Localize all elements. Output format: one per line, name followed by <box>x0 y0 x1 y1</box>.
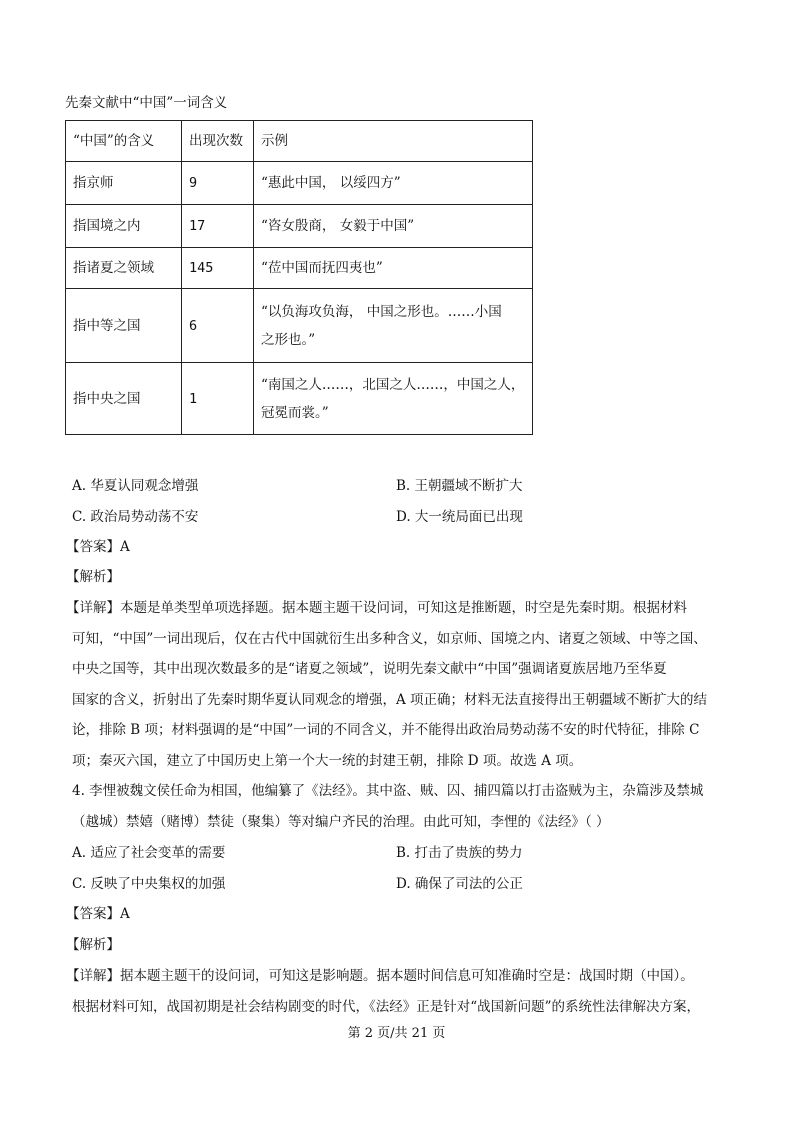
table-header: 出现次数 <box>182 121 254 162</box>
analysis-label: 【解析】 <box>66 569 120 585</box>
table-cell-example: “咨女殷商， 女毅于中国” <box>254 205 533 248</box>
answer-label: 【答案】A <box>66 539 130 555</box>
detail-line: 项；秦灭六国，建立了中国历史上第一个大一统的封建王朝，排除 D 项。故选 A 项。 <box>72 753 583 769</box>
table-caption: 先秦文献中“中国”一词含义 <box>65 95 228 111</box>
table-row <box>66 363 533 435</box>
option-c: C. 反映了中央集权的加强 <box>72 876 226 892</box>
table-cell-meaning: 指中等之国 <box>66 289 182 363</box>
table-cell-meaning: 指诸夏之领域 <box>66 248 182 289</box>
page-footer: 第 2 页/共 21 页 <box>347 1026 446 1041</box>
detail-line: 【详解】据本题主题干的设问词，可知这是影响题。据本题时间信息可知准确时空是：战国时期（中国）。 <box>66 968 694 984</box>
table-cell-meaning: 指中央之国 <box>66 363 182 435</box>
option-a: A. 适应了社会变革的需要 <box>72 845 226 861</box>
table-cell-count: 6 <box>182 289 254 363</box>
detail-line: 中央之国等，其中出现次数最多的是“诸夏之领域”，说明先秦文献中“中国”强调诸夏族居地乃至华夏 <box>72 661 667 677</box>
table-cell-example: “莅中国而抚四夷也” <box>254 248 533 289</box>
detail-line: 论，排除 B 项；材料强调的是“中国”一词的不同含义，并不能得出政治局势动荡不安的时代特征，排除 C <box>72 722 700 738</box>
table-cell-example: “惠此中国， 以绥四方” <box>254 162 533 205</box>
detail-line: 可知，“中国”一词出现后，仅在古代中国就衍生出多种含义，如京师、国境之内、诸夏之领域、中等之国、 <box>72 631 707 647</box>
option-a: A. 华夏认同观念增强 <box>72 478 199 494</box>
table-row <box>66 205 533 248</box>
analysis-label: 【解析】 <box>66 937 120 953</box>
table-row <box>66 162 533 205</box>
table-cell-meaning: 指京师 <box>66 162 182 205</box>
table-header-row <box>66 121 533 162</box>
table-cell-count: 9 <box>182 162 254 205</box>
detail-line: 根据材料可知，战国初期是社会结构剧变的时代，《法经》正是针对“战国新问题”的系统性法律解决方案， <box>72 999 701 1015</box>
table-cell-example <box>254 289 533 363</box>
question-stem: 4. 李悝被魏文侯任命为相国，他编纂了《法经》。其中盗、贼、囚、捕四篇以打击盗贼为主，杂篇涉及禁城 <box>72 783 704 799</box>
table-header: 示例 <box>254 121 533 162</box>
table-cell-count: 17 <box>182 205 254 248</box>
table-cell-count: 1 <box>182 363 254 435</box>
table-row <box>66 248 533 289</box>
example-line: “南国之人……，北国之人……，中国之人， <box>261 376 525 393</box>
table-cell-example <box>254 363 533 435</box>
answer-label: 【答案】A <box>66 906 130 922</box>
question-stem: （越城）禁嬉（赌博）禁徒（聚集）等对编户齐民的治理。由此可知，李悝的《法经》（ ） <box>72 814 610 830</box>
table-cell-meaning: 指国境之内 <box>66 205 182 248</box>
table-row <box>66 289 533 363</box>
option-c: C. 政治局势动荡不安 <box>72 509 199 525</box>
table-cell-count: 145 <box>182 248 254 289</box>
meaning-table <box>65 120 533 435</box>
option-d: D. 确保了司法的公正 <box>396 876 523 892</box>
example-line: 冠冕而裳。” <box>261 404 329 421</box>
detail-line: 【详解】本题是单类型单项选择题。据本题主题干设问词，可知这是推断题，时空是先秦时期。根据材料 <box>66 600 687 616</box>
detail-line: 国家的含义，折射出了先秦时期华夏认同观念的增强，A 项正确；材料无法直接得出王朝疆域不断扩大的结 <box>72 692 708 708</box>
option-b: B. 打击了贵族的势力 <box>396 845 523 861</box>
example-line: “以负海攻负海， 中国之形也。……小国 <box>261 303 502 320</box>
option-d: D. 大一统局面已出现 <box>396 509 523 525</box>
example-line: 之形也。” <box>261 331 316 348</box>
table-header: “中国”的含义 <box>66 121 182 162</box>
option-b: B. 王朝疆域不断扩大 <box>396 478 523 494</box>
